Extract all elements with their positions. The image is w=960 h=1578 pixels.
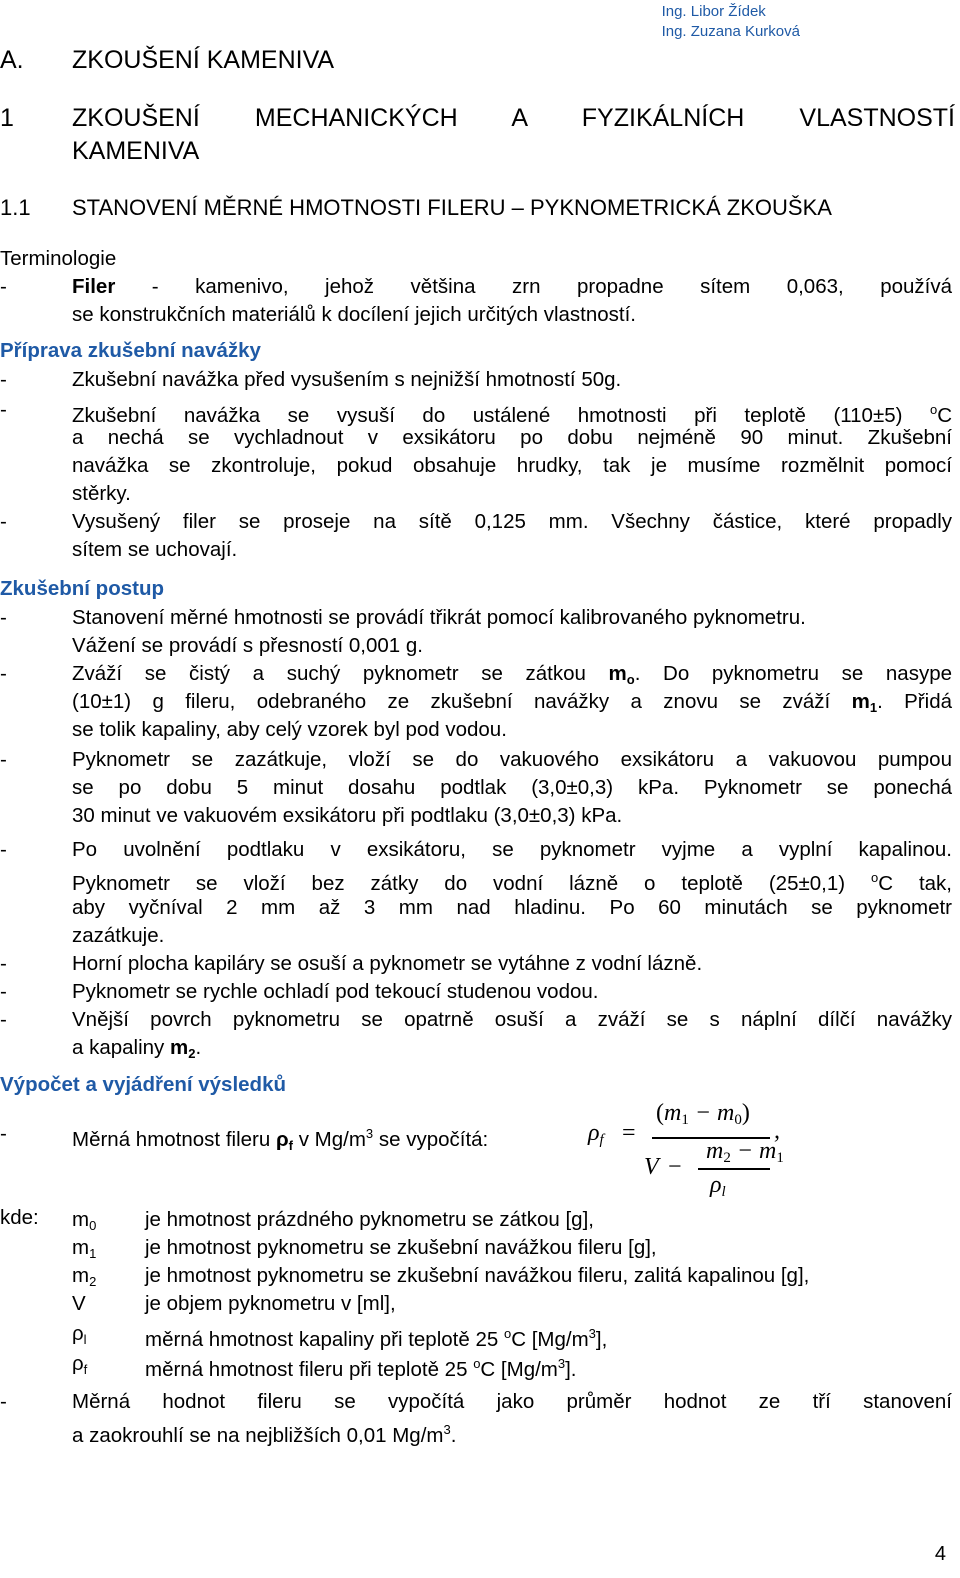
legend-symbol: $m_1$ bbox=[72, 1236, 97, 1261]
procedure-heading: Zkušební postup bbox=[0, 577, 164, 600]
proc-4-line4: zazátkuje. bbox=[72, 924, 165, 947]
legend-description: je objem pyknometru v [ml], bbox=[145, 1292, 396, 1315]
results-heading: Výpočet a vyjádření výsledků bbox=[0, 1073, 286, 1096]
kde-label: kde: bbox=[0, 1206, 39, 1229]
formula-comma: , bbox=[774, 1118, 780, 1144]
legend-symbol: $\rho_f$ bbox=[72, 1352, 88, 1377]
authors bbox=[662, 2, 800, 42]
final-text-a: a zaokrouhlí se na nejbližších 0,01 Mg/m bbox=[72, 1424, 444, 1447]
formula-intro-a: Měrná hmotnost fileru bbox=[72, 1128, 271, 1151]
proc-dash-2: - bbox=[0, 662, 7, 685]
term-dash: - bbox=[0, 275, 7, 298]
degree-sup: o bbox=[871, 870, 879, 885]
proc-2-line3: se tolik kapaliny, aby celý vzorek byl pod vodou. bbox=[72, 718, 507, 741]
proc-7-line2 bbox=[72, 1034, 201, 1068]
legend-description: měrná hmotnost fileru při teplotě 25 $^o$C $[Mg/m^3]$. bbox=[145, 1356, 577, 1381]
proc-1-line2: Vážení se provádí s přesností 0,001 g. bbox=[72, 634, 423, 657]
formula-intro bbox=[72, 1120, 488, 1160]
formula-intro-b: v Mg/m bbox=[298, 1128, 366, 1151]
proc-4-line2 bbox=[72, 864, 952, 898]
page-number: 4 bbox=[934, 1543, 946, 1565]
inner-denominator: $\rho_l$ bbox=[710, 1172, 726, 1200]
final-line2 bbox=[72, 1416, 456, 1450]
final-text-b: . bbox=[450, 1424, 457, 1447]
preparation-heading: Příprava zkušební navážky bbox=[0, 339, 261, 362]
term-line2: se konstrukčních materiálů k docílení jejich určitých vlastností. bbox=[72, 303, 636, 326]
proc-4-line1: Po uvolnění podtlaku v exsikátoru, se pyknometr vyjme a vyplní kapalinou. bbox=[72, 838, 952, 861]
cubic-sup: 3 bbox=[365, 1126, 374, 1141]
legend-description: měrná hmotnost kapaliny při teplotě 25 $^o$C $[Mg/m^3]$, bbox=[145, 1326, 608, 1351]
legend-symbol: $\rho_l$ bbox=[72, 1322, 87, 1347]
res-dash-1: - bbox=[0, 1122, 7, 1145]
rho-symbol: ρ bbox=[275, 1128, 289, 1151]
legend-symbol: $m_0$ bbox=[72, 1208, 97, 1233]
proc-3-line1: Pyknometr se zazátkuje, vloží se do vakuového exsikátoru a vakuovou pumpou bbox=[72, 748, 952, 771]
term-line1 bbox=[72, 273, 952, 301]
subchapter-title: STANOVENÍ MĚRNÉ HMOTNOSTI FILERU – PYKNOMETRICKÁ ZKOUŠKA bbox=[72, 195, 832, 220]
proc-2-text-a: Zváží se čistý a suchý pyknometr se zátkou bbox=[72, 662, 586, 685]
chapter-title-line1: ZKOUŠENÍ MECHANICKÝCH A FYZIKÁLNÍCH VLASTNOSTÍ bbox=[72, 104, 955, 132]
author-1: Ing. Libor Žídek bbox=[661, 3, 766, 20]
degree-sup: o bbox=[929, 402, 938, 417]
proc-4-line3: aby vyčníval 2 mm až 3 mm nad hladinu. Po 60 minutách se pyknometr bbox=[72, 896, 952, 919]
inner-fraction-line bbox=[698, 1168, 770, 1170]
terminology-heading: Terminologie bbox=[0, 247, 117, 270]
proc-7-text-b: . bbox=[195, 1036, 202, 1059]
prep-item-3-line1: Vysušený filer se proseje na sítě 0,125 mm. Všechny částice, které propadly bbox=[72, 510, 952, 533]
proc-2-text-c: (10±1) g fileru, odebraného ze zkušební navážky a znovu se zváží bbox=[72, 690, 831, 713]
section-letter: A. bbox=[0, 46, 24, 74]
proc-2-text-d: . Přidá bbox=[877, 690, 952, 713]
section-heading bbox=[0, 44, 335, 77]
formula-lhs: $\rho_f$ bbox=[588, 1120, 604, 1148]
proc-dash-1: - bbox=[0, 606, 7, 629]
proc-4-text-b: C tak, bbox=[878, 872, 953, 895]
formula-numerator: $(m_1 - m_0)$ bbox=[656, 1100, 750, 1128]
proc-7-text-a: a kapaliny bbox=[72, 1036, 165, 1059]
chapter-heading bbox=[0, 102, 955, 165]
proc-dash-5: - bbox=[0, 952, 7, 975]
prep-dash-2: - bbox=[0, 398, 7, 421]
section-title: ZKOUŠENÍ KAMENIVA bbox=[72, 46, 335, 74]
m0-symbol: m bbox=[608, 662, 627, 685]
proc-7-line1: Vnější povrch pyknometru se opatrně osuší a zváží se s náplní dílčí navážky bbox=[72, 1008, 952, 1031]
m1-sub: 1 bbox=[869, 700, 878, 715]
celsius: C bbox=[937, 404, 952, 427]
prep-item-3-line2: sítem se uchovají. bbox=[72, 538, 238, 561]
formula-den-minus: − bbox=[668, 1154, 682, 1180]
density-formula bbox=[588, 1100, 808, 1210]
prep-item-2-line2: a nechá se vychladnout v exsikátoru po dobu nejméně 90 minut. Zkušební bbox=[72, 426, 952, 449]
legend-symbol: $m_2$ bbox=[72, 1264, 97, 1289]
prep-item-2-line4: stěrky. bbox=[72, 482, 131, 505]
proc-dash-3: - bbox=[0, 748, 7, 771]
m2-symbol: m bbox=[170, 1036, 189, 1059]
m1-symbol: m bbox=[851, 690, 870, 713]
proc-2-text-b: . Do pyknometru se nasype bbox=[634, 662, 952, 685]
prep-dash-1: - bbox=[0, 368, 7, 391]
m0-sub: o bbox=[626, 672, 635, 687]
proc-3-line3: 30 minut ve vakuovém exsikátoru při podtlaku (3,0±0,3) kPa. bbox=[72, 804, 623, 827]
subchapter-heading bbox=[0, 193, 832, 223]
proc-dash-6: - bbox=[0, 980, 7, 1003]
author-2: Ing. Zuzana Kurková bbox=[661, 23, 800, 40]
formula-equals: = bbox=[622, 1120, 636, 1146]
legend-symbol: V bbox=[72, 1292, 86, 1315]
legend-description: je hmotnost pyknometru se zkušební navážkou fileru, zalitá kapalinou [g], bbox=[145, 1264, 810, 1287]
inner-numerator: $m_2 - m_1$ bbox=[706, 1138, 784, 1166]
proc-3-line2: se po dobu 5 minut dosahu podtlak (3,0±0,3) kPa. Pyknometr se ponechá bbox=[72, 776, 952, 799]
final-line1: Měrná hodnot fileru se vypočítá jako průměr hodnot ze tří stanovení bbox=[72, 1390, 952, 1413]
prep-dash-3: - bbox=[0, 510, 7, 533]
proc-1-line1: Stanovení měrné hmotnosti se provádí třikrát pomocí kalibrovaného pyknometru. bbox=[72, 606, 806, 629]
cubic-sup: 3 bbox=[443, 1422, 451, 1437]
legend-description: je hmotnost pyknometru se zkušební navážkou fileru [g], bbox=[145, 1236, 657, 1259]
res-dash-2: - bbox=[0, 1390, 7, 1413]
m2-sub: 2 bbox=[188, 1046, 196, 1061]
proc-6: Pyknometr se rychle ochladí pod tekoucí studenou vodou. bbox=[72, 980, 599, 1003]
rho-f-sub: f bbox=[288, 1138, 293, 1153]
chapter-number: 1 bbox=[0, 104, 14, 132]
proc-dash-7: - bbox=[0, 1008, 7, 1031]
subchapter-number: 1.1 bbox=[0, 195, 31, 220]
prep-item-2-text: Zkušební navážka se vysuší do ustálené hmotnosti při teplotě (110±5) bbox=[72, 404, 903, 427]
formula-den-v: V bbox=[644, 1154, 659, 1180]
term-filer: Filer bbox=[72, 275, 116, 298]
term-definition: - kamenivo, jehož většina zrn propadne sítem 0,063, používá bbox=[151, 275, 952, 298]
prep-item-1: Zkušební navážka před vysušením s nejnižší hmotností 50g. bbox=[72, 368, 622, 391]
proc-dash-4: - bbox=[0, 838, 7, 861]
proc-4-text-a: Pyknometr se vloží bez zátky do vodní lázně o teplotě (25±0,1) bbox=[72, 872, 846, 895]
prep-item-2-line3: navážka se zkontroluje, pokud obsahuje hrudky, tak je musíme rozmělnit pomocí bbox=[72, 454, 952, 477]
proc-5: Horní plocha kapiláry se osuší a pyknometr se vytáhne z vodní lázně. bbox=[72, 952, 703, 975]
formula-intro-c: se vypočítá: bbox=[378, 1128, 489, 1151]
chapter-title-line2: KAMENIVA bbox=[72, 137, 200, 165]
legend-description: je hmotnost prázdného pyknometru se zátkou [g], bbox=[145, 1208, 594, 1231]
